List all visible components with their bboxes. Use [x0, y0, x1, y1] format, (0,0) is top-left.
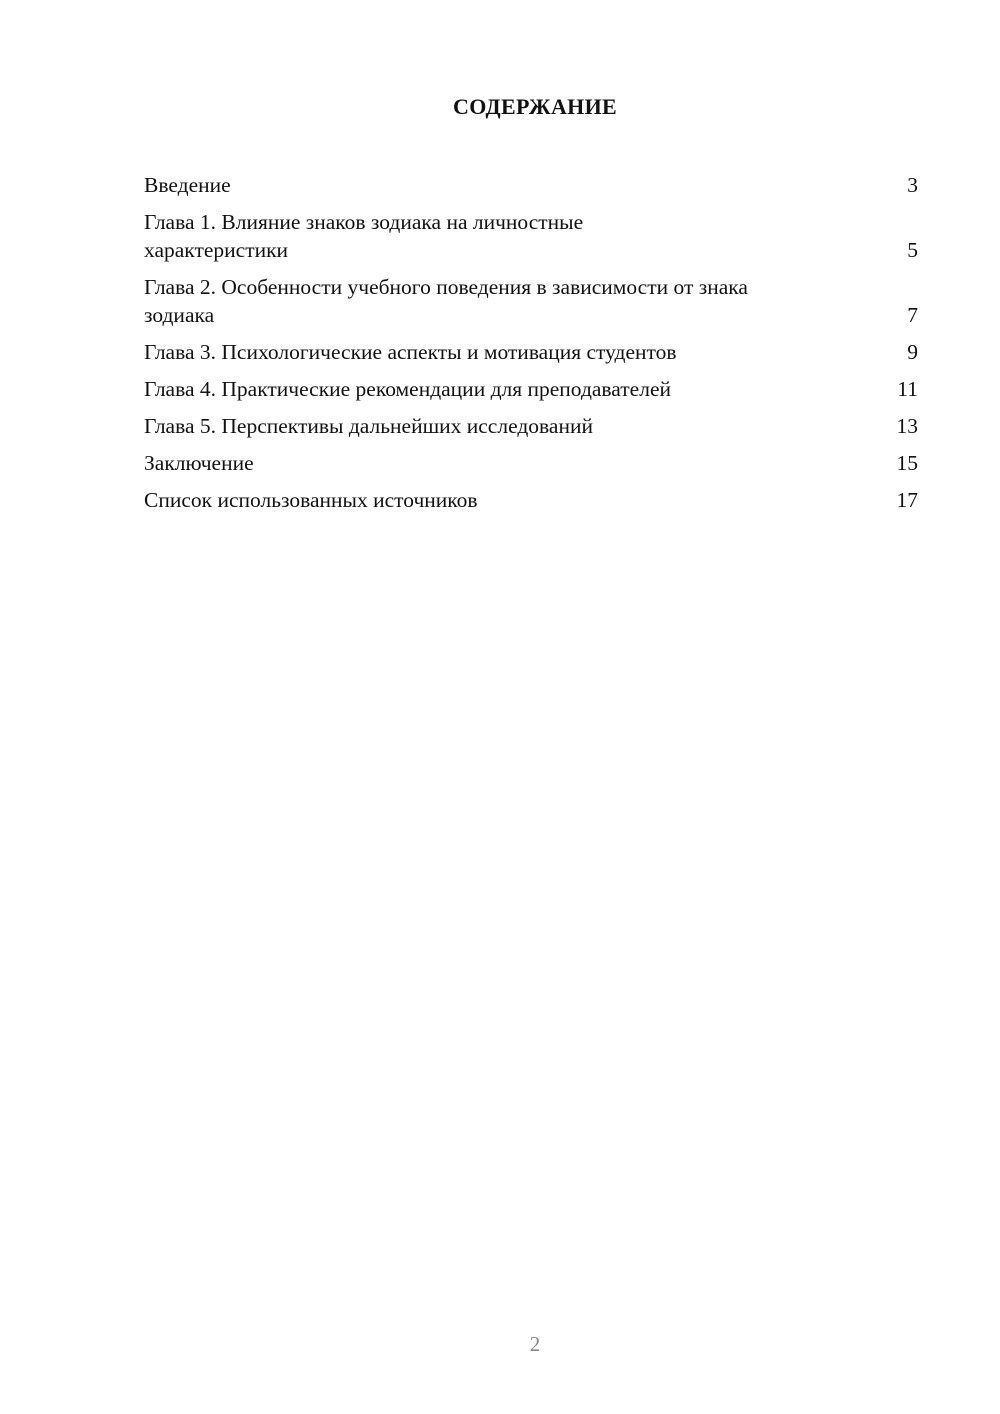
toc-entry-page: 5	[907, 238, 918, 262]
toc-entry-references	[144, 486, 918, 514]
toc-title: СОДЕРЖАНИЕ	[453, 94, 617, 119]
toc-entry-text: Заключение	[144, 451, 254, 475]
toc-entry-text: Глава 3. Психологические аспекты и мотивация студентов	[144, 340, 677, 364]
toc-entry-chapter-3	[144, 338, 918, 366]
toc-entry-introduction	[144, 171, 918, 199]
toc-entry-page: 7	[907, 303, 918, 327]
toc-entry-page: 17	[896, 488, 918, 512]
toc-entry-conclusion	[144, 449, 918, 477]
toc-entry-text: Список использованных источников	[144, 488, 478, 512]
toc-entry-page: 9	[907, 340, 918, 364]
toc-entry-text: Глава 5. Перспективы дальнейших исследований	[144, 414, 593, 438]
toc-entry-page: 13	[896, 414, 918, 438]
toc-entry-page: 3	[907, 173, 918, 197]
toc-entry-page: 11	[897, 377, 918, 401]
page-number: 2	[529, 1332, 541, 1356]
toc-entry-page: 15	[896, 451, 918, 475]
toc-entry-text: Глава 2. Особенности учебного поведения в зависимости от знака зодиака	[144, 275, 748, 327]
toc-entry-chapter-5	[144, 412, 918, 440]
toc-entry-text: Глава 4. Практические рекомендации для преподавателей	[144, 377, 671, 401]
toc-entry-text: Введение	[144, 173, 231, 197]
toc-list	[144, 171, 918, 523]
toc-entry-chapter-4	[144, 375, 918, 403]
toc-entry-chapter-1	[144, 208, 918, 264]
toc-entry-text: Глава 1. Влияние знаков зодиака на личностные характеристики	[144, 210, 584, 262]
toc-entry-chapter-2	[144, 273, 918, 329]
